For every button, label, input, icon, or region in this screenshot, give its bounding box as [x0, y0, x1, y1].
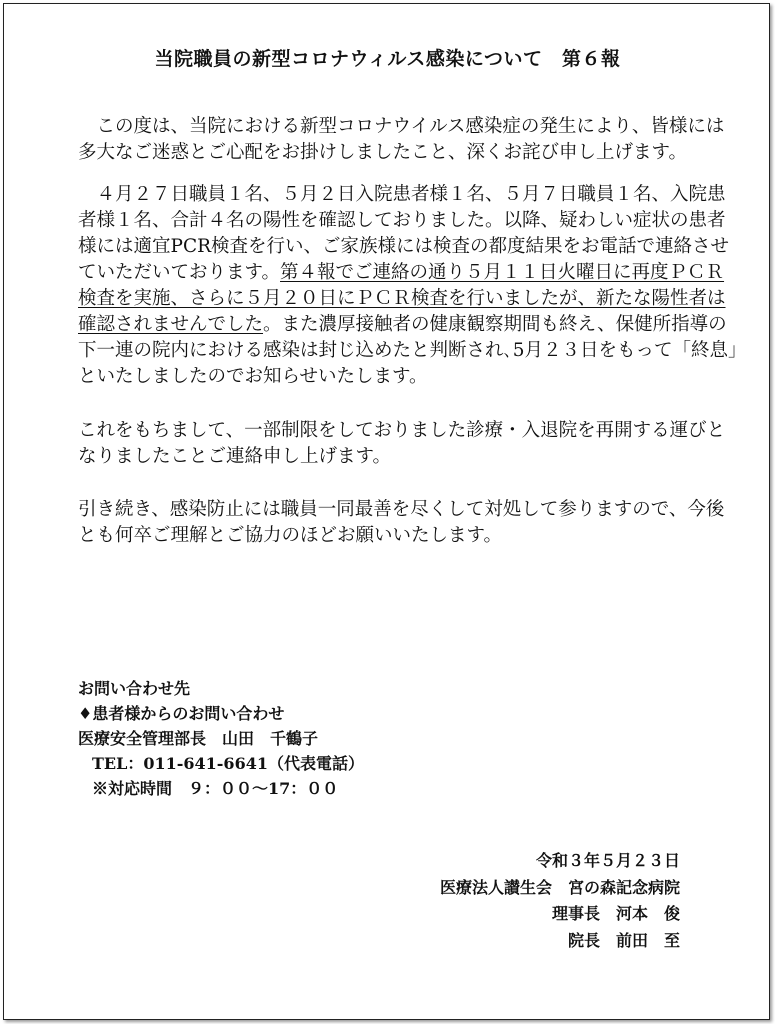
text-line: [78, 338, 747, 364]
text-segment: といたしましたのでお知らせいたします。: [78, 366, 428, 387]
text-segment: 様には適宜PCR検査を行い、ご家族様には検査の都度結果をお電話で連絡させ: [78, 236, 730, 257]
text-segment: 。また濃厚接触者の健康観察期間も終え、保健所指導の: [263, 314, 727, 335]
underlined-text: 確認されませんでした: [78, 314, 264, 335]
text-line: [78, 234, 730, 260]
text-segment: 多大なご迷惑とご心配をお掛けしましたこと、深くお詫び申し上げます。: [78, 142, 688, 163]
text-line: [78, 208, 726, 234]
text-segment: 引き続き、感染防止には職員一同最善を尽くして対処して参りますので、今後: [78, 499, 725, 520]
contact-hours: ※対応時間 ９：００～17：００: [92, 779, 339, 798]
paragraph-resumption: [78, 418, 726, 470]
paragraph-closing: [78, 497, 725, 549]
contact-block: [78, 676, 364, 801]
contact-heading: お問い合わせ先: [78, 679, 191, 698]
signature-organization: 医療法人讃生会 宮の森記念病院: [439, 877, 680, 897]
contact-person: 医療安全管理部長 山田 千鶴子: [78, 729, 319, 748]
text-segment: とも何卒ご理解とご協力のほどお願いいたします。: [78, 525, 503, 546]
signature-block: [440, 848, 680, 954]
text-segment: ４月２７日職員１名、５月２日入院患者様１名、５月７日職員１名、入院患: [78, 184, 726, 205]
text-segment: 者様１名、合計４名の陽性を確認しておりました。以降、疑わしい症状の患者: [78, 210, 726, 231]
text-line: [78, 140, 718, 166]
contact-tel: TEL：011-641-6641（代表電話）: [92, 754, 364, 773]
text-line: [78, 418, 726, 444]
text-line: [78, 114, 725, 140]
text-segment: ていただいております。: [78, 262, 281, 283]
text-line: [78, 182, 726, 208]
text-segment: なりましたことご連絡申し上げます。: [78, 446, 392, 467]
paragraph-status: [78, 182, 747, 390]
signature-chairman: 理事長 河本 俊: [551, 904, 680, 923]
text-segment: これをもちまして、一部制限をしておりました診療・入退院を再開する運びと: [78, 420, 726, 441]
underlined-text: 第４報でご連絡の通り５月１１日火曜日に再度ＰＣＲ: [280, 262, 725, 283]
text-line: [78, 364, 718, 390]
text-line: [78, 312, 727, 338]
text-line: [78, 260, 725, 286]
text-segment: この度は、当院における新型コロナウイルス感染症の発生により、皆様には: [78, 116, 725, 137]
contact-subheading: ♦患者様からのお問い合わせ: [78, 704, 285, 723]
text-line: [78, 523, 718, 549]
signature-director: 院長 前田 至: [567, 930, 680, 950]
text-segment: 下一連の院内における感染は封じ込めたと判断され､5月２３日をもって「終息」: [78, 340, 747, 361]
underlined-text: 検査を実施、さらに５月２０日にＰＣＲ検査を行いましたが、新たな陽性者は: [78, 288, 726, 309]
text-line: [78, 286, 726, 312]
signature-date: 令和３年５月２３日: [535, 851, 680, 870]
text-line: [78, 444, 718, 470]
document-title: 当院職員の新型コロナウィルス感染について 第６報: [154, 48, 621, 70]
text-line: [78, 497, 725, 523]
paragraph-apology: [78, 114, 725, 166]
